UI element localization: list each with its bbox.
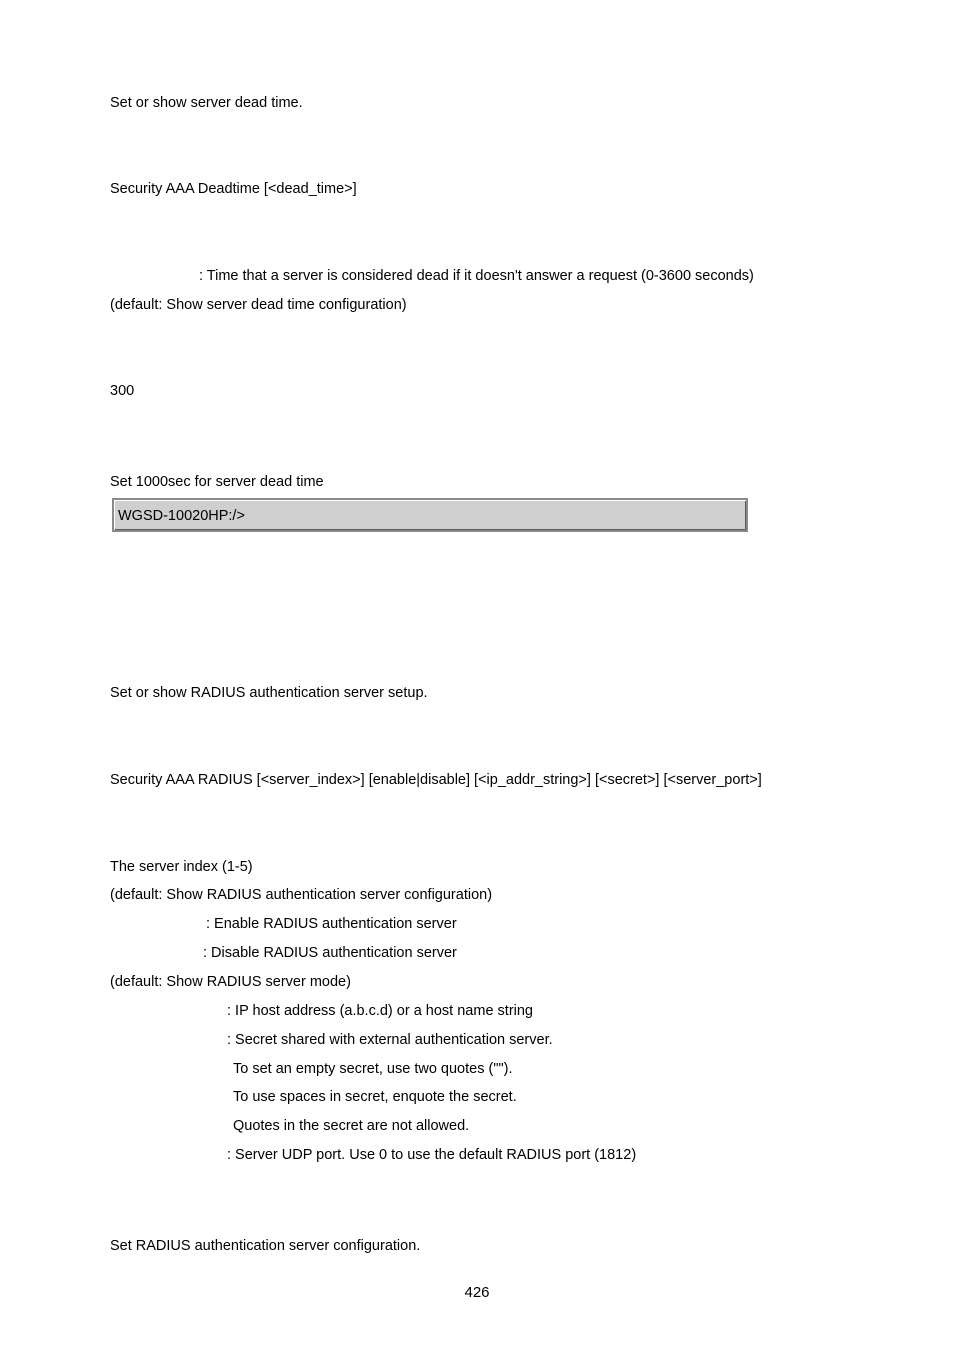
radius-mode-default: (default: Show RADIUS server mode) xyxy=(110,974,351,990)
deadtime-example-desc: Set 1000sec for server dead time xyxy=(110,474,324,490)
deadtime-description: Set or show server dead time. xyxy=(110,95,303,111)
radius-description: Set or show RADIUS authentication server setup. xyxy=(110,685,428,701)
radius-secret-desc: : Secret shared with external authentication server. xyxy=(227,1032,553,1048)
radius-secret-note-3: Quotes in the secret are not allowed. xyxy=(233,1118,470,1134)
deadtime-default-value: 300 xyxy=(110,383,135,399)
radius-ip-desc: : IP host address (a.b.c.d) or a host name string xyxy=(227,1003,533,1019)
radius-secret-note-2: To use spaces in secret, enquote the secret. xyxy=(233,1089,517,1105)
radius-index-desc: The server index (1-5) xyxy=(110,859,253,875)
deadtime-param-desc: : Time that a server is considered dead if it doesn't answer a request (0-3600 seconds) xyxy=(199,268,754,284)
radius-syntax: Security AAA RADIUS [<server_index>] [enable|disable] [<ip_addr_string>] [<secret>] [<server_port>] xyxy=(110,772,762,788)
deadtime-syntax: Security AAA Deadtime [<dead_time>] xyxy=(110,181,357,197)
radius-index-default: (default: Show RADIUS authentication server configuration) xyxy=(110,887,493,903)
radius-port-desc: : Server UDP port. Use 0 to use the default RADIUS port (1812) xyxy=(227,1147,637,1163)
radius-enable-desc: : Enable RADIUS authentication server xyxy=(206,916,457,932)
radius-example-desc: Set RADIUS authentication server configuration. xyxy=(110,1238,421,1254)
deadtime-param-default: (default: Show server dead time configuration) xyxy=(110,297,407,313)
page-number: 426 xyxy=(464,1284,490,1301)
radius-disable-desc: : Disable RADIUS authentication server xyxy=(203,945,457,961)
deadtime-example-command: WGSD-10020HP:/> xyxy=(118,508,245,524)
radius-secret-note-1: To set an empty secret, use two quotes (""). xyxy=(233,1061,513,1077)
deadtime-example-command-box xyxy=(112,498,748,532)
